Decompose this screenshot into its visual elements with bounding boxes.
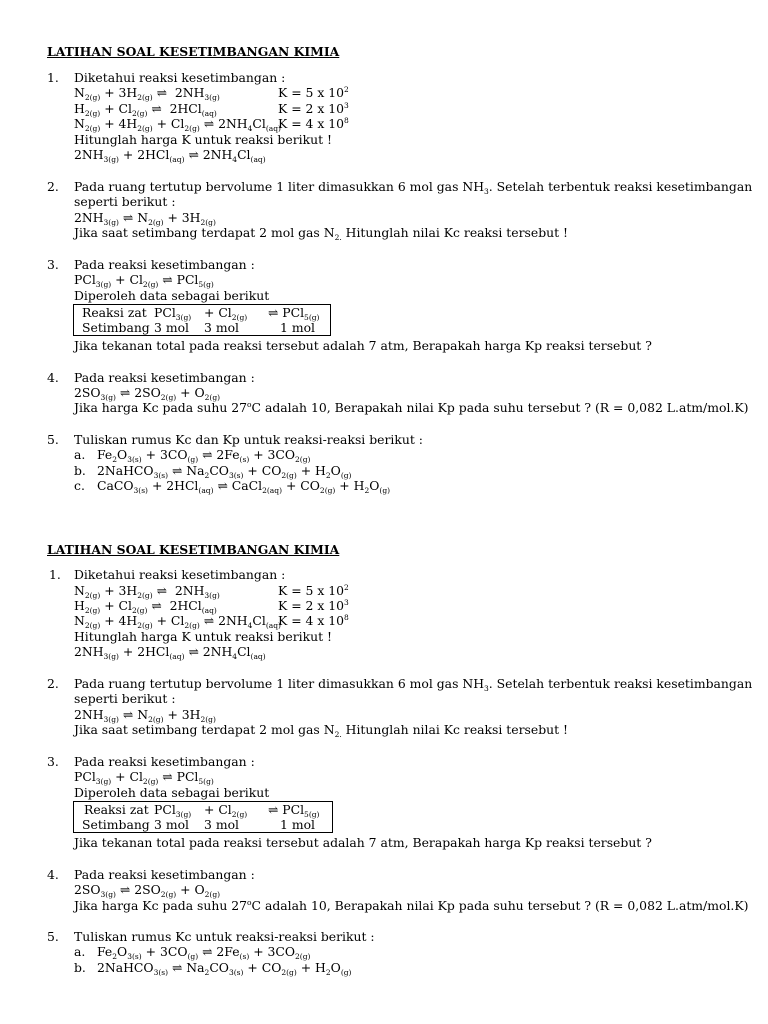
table-cell: ⇌ PCl$_{5(g)}$ bbox=[264, 802, 320, 819]
table-cell: 3 mol bbox=[154, 320, 189, 335]
worksheet-copy-1 bbox=[47, 0, 753, 512]
question-4-ask: Jika harga Kc pada suhu 27$^o$C adalah 10, Berapakah nilai Kp pada suhu tersebut ? (R = 0,082 L.atm/mol.K) bbox=[74, 400, 749, 415]
q1-reaction-1: $N_{2(g)} + 3H_{2(g)}$ ⇌ $2NH_{3(g)}$ bbox=[74, 85, 220, 102]
q1-k1: K = 5 x $10^2$ bbox=[278, 85, 349, 100]
question-2-number: 2. bbox=[47, 676, 59, 691]
q1-k3: K = 4 x $10^8$ bbox=[278, 613, 349, 628]
question-3-intro: Pada reaksi kesetimbangan : bbox=[74, 257, 255, 272]
question-4-ask: Jika harga Kc pada suhu 27$^o$C adalah 10, Berapakah nilai Kp pada suhu tersebut ? (R = 0,082 L.atm/mol.K) bbox=[74, 898, 749, 913]
q3-data-table bbox=[73, 304, 331, 336]
question-5-number: 5. bbox=[47, 432, 59, 447]
question-1-intro: Diketahui reaksi kesetimbangan : bbox=[74, 567, 286, 582]
q1-k1: K = 5 x $10^2$ bbox=[278, 583, 349, 598]
q1-k2: K = 2 x $10^3$ bbox=[278, 598, 349, 613]
question-4-number: 4. bbox=[47, 867, 59, 882]
question-4-intro: Pada reaksi kesetimbangan : bbox=[74, 867, 255, 882]
q5-item-b-label: b. bbox=[74, 463, 86, 478]
q3-data-intro: Diperoleh data sebagai berikut bbox=[74, 288, 270, 303]
q5-item-c: CaCO$_{3(s)}$ + 2HCl$_{(aq)}$ ⇌ CaCl$_{2(aq)}$ + $CO_{2(g)} + H_2O_{(g)}$ bbox=[97, 478, 391, 495]
question-1-number: 1. bbox=[47, 70, 59, 85]
q1-target-reaction: $2NH_{3(g)} + 2HCl_{(aq)}$ ⇌ $2NH_4Cl_{(aq)}$ bbox=[74, 644, 266, 661]
q3-reaction: $PCl_{3(g)} + Cl_{2(g)}$ ⇌ PCl$_{5(g)}$ bbox=[74, 272, 214, 289]
table-cell: 3 mol bbox=[204, 817, 239, 832]
q2-reaction: $2NH_{3(g)}$ ⇌ $N_{2(g)} + 3H_{2(g)}$ bbox=[74, 210, 216, 227]
table-cell: Setimbang bbox=[82, 817, 150, 832]
worksheet-copy-2 bbox=[47, 498, 753, 1024]
question-4-intro: Pada reaksi kesetimbangan : bbox=[74, 370, 255, 385]
q3-reaction: $PCl_{3(g)} + Cl_{2(g)}$ ⇌ PCl$_{5(g)}$ bbox=[74, 769, 214, 786]
question-2-ask: Jika saat setimbang terdapat 2 mol gas $N_{2.}$ Hitunglah nilai Kc reaksi tersebut ! bbox=[74, 225, 569, 242]
table-cell: Reaksi zat bbox=[84, 802, 149, 817]
q5-item-b: 2NaHCO$_{3(s)}$ ⇌ $Na_2CO_{3(s)} + CO_{2(g)} + H_2O_{(g)}$ bbox=[97, 463, 352, 480]
table-cell: 1 mol bbox=[280, 320, 315, 335]
table-row bbox=[74, 305, 331, 321]
q1-reaction-1: $N_{2(g)} + 3H_{2(g)}$ ⇌ $2NH_{3(g)}$ bbox=[74, 583, 220, 600]
table-row bbox=[74, 802, 333, 818]
table-cell: 3 mol bbox=[204, 320, 239, 335]
question-3-ask: Jika tekanan total pada reaksi tersebut adalah 7 atm, Berapakah harga Kp reaksi tersebut ? bbox=[74, 835, 652, 850]
q1-k2: K = 2 x $10^3$ bbox=[278, 101, 349, 116]
question-1-ask: Hitunglah harga K untuk reaksi berikut ! bbox=[74, 132, 332, 147]
question-5-intro: Tuliskan rumus Kc dan Kp untuk reaksi-reaksi berikut : bbox=[74, 432, 423, 447]
table-row bbox=[74, 817, 333, 833]
table-cell: PCl$_{3(g)}$ bbox=[154, 802, 192, 819]
table-cell: + $Cl_{2(g)}$ bbox=[204, 305, 248, 322]
q2-reaction: $2NH_{3(g)}$ ⇌ $N_{2(g)} + 3H_{2(g)}$ bbox=[74, 707, 216, 724]
q5-item-a: $Fe_2O_{3(s)} + 3CO_{(g)}$ ⇌ $2Fe_{(s)} + 3CO_{2(g)}$ bbox=[97, 447, 311, 464]
question-4-number: 4. bbox=[47, 370, 59, 385]
question-5-intro: Tuliskan rumus Kc untuk reaksi-reaksi berikut : bbox=[74, 929, 375, 944]
question-3-number: 3. bbox=[47, 257, 59, 272]
table-cell: ⇌ PCl$_{5(g)}$ bbox=[264, 305, 320, 322]
question-1-number: 1. bbox=[49, 567, 61, 582]
q1-reaction-3: $N_{2(g)} + 4H_{2(g)} + Cl_{2(g)}$ ⇌ $2NH_4Cl_{(aq)}$ bbox=[74, 116, 281, 133]
q3-data-table bbox=[73, 801, 333, 833]
q1-reaction-2: $H_{2(g)} + Cl_{2(g)}$ ⇌ 2HCl$_{(aq)}$ bbox=[74, 598, 217, 615]
question-2-text-cont: seperti berikut : bbox=[74, 194, 176, 209]
question-2-number: 2. bbox=[47, 179, 59, 194]
worksheet-title: LATIHAN SOAL KESETIMBANGAN KIMIA bbox=[47, 542, 340, 557]
q1-reaction-2: $H_{2(g)} + Cl_{2(g)}$ ⇌ 2HCl$_{(aq)}$ bbox=[74, 101, 217, 118]
table-cell: 3 mol bbox=[154, 817, 189, 832]
table-cell: + $Cl_{2(g)}$ bbox=[204, 802, 248, 819]
question-2-text-cont: seperti berikut : bbox=[74, 691, 176, 706]
table-cell: Reaksi zat bbox=[82, 305, 147, 320]
q5-item-a: $Fe_2O_{3(s)} + 3CO_{(g)}$ ⇌ $2Fe_{(s)} + 3CO_{2(g)}$ bbox=[97, 944, 311, 961]
worksheet-title: LATIHAN SOAL KESETIMBANGAN KIMIA bbox=[47, 44, 340, 59]
table-cell: PCl$_{3(g)}$ bbox=[154, 305, 192, 322]
q5-item-b-label: b. bbox=[74, 960, 86, 975]
question-2-text: Pada ruang tertutup bervolume 1 liter dimasukkan 6 mol gas $NH_3$. Setelah terbentuk reaksi kesetimbangan bbox=[74, 179, 753, 196]
question-3-ask: Jika tekanan total pada reaksi tersebut adalah 7 atm, Berapakah harga Kp reaksi tersebut ? bbox=[74, 338, 652, 353]
table-row bbox=[74, 320, 331, 336]
q3-data-intro: Diperoleh data sebagai berikut bbox=[74, 785, 270, 800]
table-cell: 1 mol bbox=[280, 817, 315, 832]
question-2-text: Pada ruang tertutup bervolume 1 liter dimasukkan 6 mol gas $NH_3$. Setelah terbentuk reaksi kesetimbangan bbox=[74, 676, 753, 693]
q4-reaction: $2SO_{3(g)}$ ⇌ $2SO_{2(g)} + O_{2(g)}$ bbox=[74, 882, 221, 899]
q5-item-b: 2NaHCO$_{3(s)}$ ⇌ $Na_2CO_{3(s)} + CO_{2(g)} + H_2O_{(g)}$ bbox=[97, 960, 352, 977]
q5-item-a-label: a. bbox=[74, 944, 86, 959]
q5-item-a-label: a. bbox=[74, 447, 86, 462]
question-2-ask: Jika saat setimbang terdapat 2 mol gas $N_{2.}$ Hitunglah nilai Kc reaksi tersebut ! bbox=[74, 722, 569, 739]
question-5-number: 5. bbox=[47, 929, 59, 944]
q1-k3: K = 4 x $10^8$ bbox=[278, 116, 349, 131]
question-1-intro: Diketahui reaksi kesetimbangan : bbox=[74, 70, 286, 85]
q5-item-c-label: c. bbox=[74, 478, 85, 493]
q1-reaction-3: $N_{2(g)} + 4H_{2(g)} + Cl_{2(g)}$ ⇌ $2NH_4Cl_{(aq)}$ bbox=[74, 613, 281, 630]
q1-target-reaction: $2NH_{3(g)} + 2HCl_{(aq)}$ ⇌ $2NH_4Cl_{(aq)}$ bbox=[74, 147, 266, 164]
question-3-intro: Pada reaksi kesetimbangan : bbox=[74, 754, 255, 769]
q4-reaction: $2SO_{3(g)}$ ⇌ $2SO_{2(g)} + O_{2(g)}$ bbox=[74, 385, 221, 402]
question-3-number: 3. bbox=[47, 754, 59, 769]
question-1-ask: Hitunglah harga K untuk reaksi berikut ! bbox=[74, 629, 332, 644]
table-cell: Setimbang bbox=[82, 320, 150, 335]
